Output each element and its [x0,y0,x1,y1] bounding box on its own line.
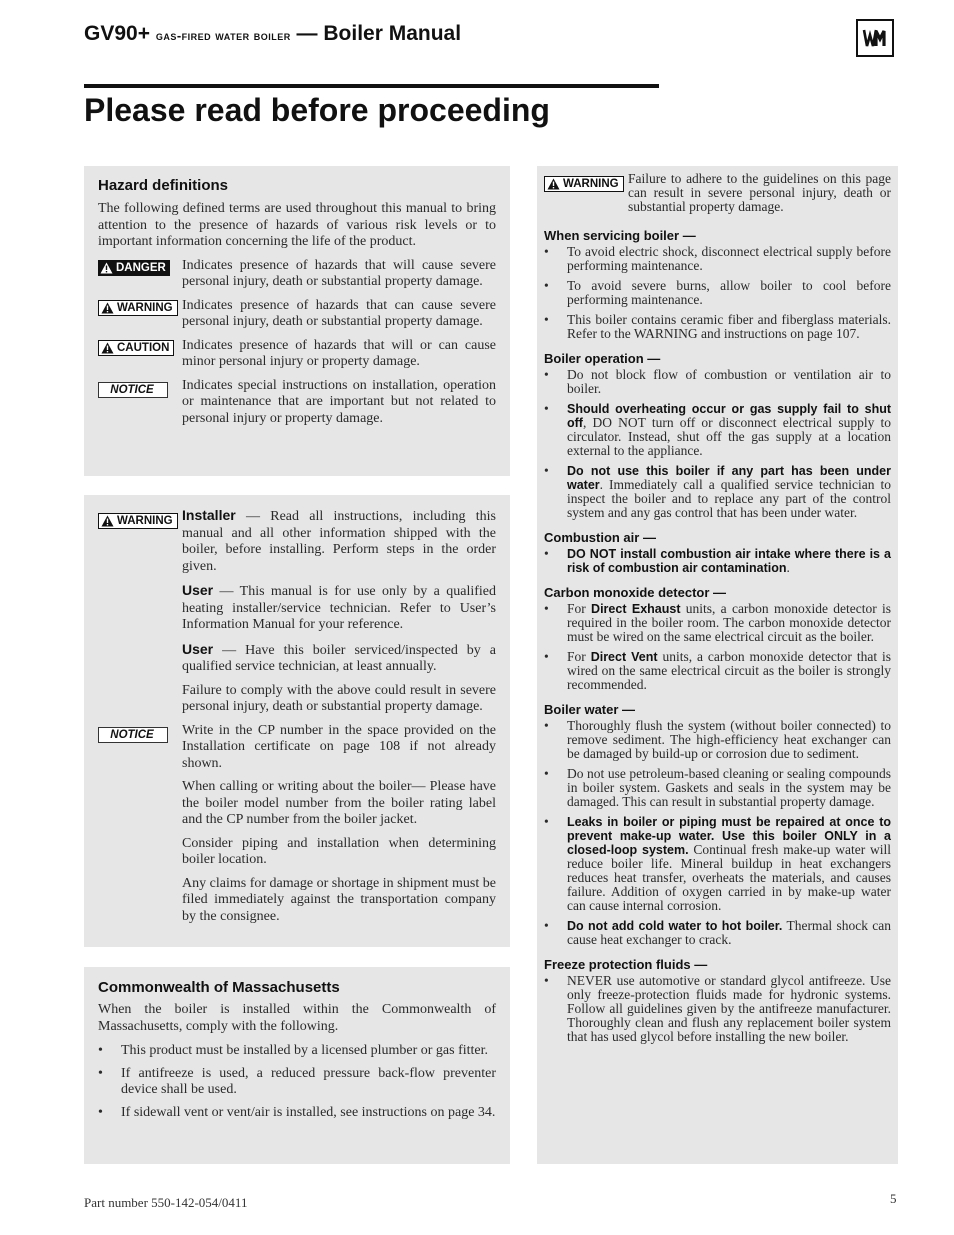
hazard-row-danger [98,258,496,291]
list-item: • Do not use this boiler if any part has been under water. Immediately call a qualified service technician to inspect the boiler and to replace any part of the control system and any gas control that has been under water. [544,464,891,520]
notice-paragraph: Any claims for damage or shortage in shipment must be filed immediately against the transportation company by the consignee. [182,875,496,924]
massachusetts-list [98,1043,496,1121]
warning-badge: WARNING [98,513,178,529]
model-name: GV90+ [84,22,150,45]
list-item: • If sidewall vent or vent/air is installed, see instructions on page 34. [98,1105,496,1122]
list-item: • DO NOT install combustion air intake where there is a risk of combustion air contamination. [544,547,891,575]
installer-panel [84,495,510,947]
failure-paragraph: Failure to comply with the above could result in severe personal injury, death or substantial property damage. [182,682,496,714]
alert-triangle-icon [547,178,560,190]
massachusetts-intro: When the boiler is installed within the Commonwealth of Massachusetts, comply with the following. [98,1002,496,1034]
notice-paragraph: Consider piping and installation when determining boiler location. [182,835,496,867]
warning-badge: WARNING [98,300,178,316]
page-title: Please read before proceeding [84,92,550,128]
part-number: Part number 550-142-054/0411 [84,1195,248,1210]
installer-paragraph: Installer — Read all instructions, including this manual and all other information shipped with the boiler, before installing. Perform steps in the order given. [182,507,496,574]
list-item: • To avoid electric shock, disconnect electrical supply before performing maintenance. [544,245,891,273]
header-rule [84,84,659,88]
list-item: • Do not add cold water to hot boiler. Thermal shock can cause heat exchanger to crack. [544,919,891,947]
combustion-heading: Combustion air — [544,530,656,545]
safety-guidelines-panel [537,166,898,1164]
hazard-text: Indicates presence of hazards that can cause severe personal injury, death or substantial property damage. [182,297,496,329]
list-item: • This product must be installed by a licensed plumber or gas fitter. [98,1043,496,1060]
list-item: • Do not block flow of combustion or ventilation air to boiler. [544,368,891,396]
list-item: • Do not use petroleum-based cleaning or sealing compounds in boiler system. Gaskets and seals in the system may be damaged. This can result in substantial property damage. [544,767,891,809]
operation-heading: Boiler operation — [544,351,661,366]
alert-triangle-icon [101,342,114,354]
list-item: • NEVER use automotive or standard glycol antifreeze. Use only freeze-protection fluids made for hydronic systems. Follow all guidelines given by the antifreeze manufacturer. Thoroughly clean and flush any replacement boiler system that has used glycol before installing the new boiler. [544,974,891,1044]
list-item: • For Direct Exhaust units, a carbon monoxide detector is required in the boiler room. The carbon monoxide detector must be wired on the same electrical circuit as the boiler. [544,602,891,644]
hazard-text: Indicates special instructions on installation, operation or maintenance that are important but not related to personal injury or property damage. [182,377,496,426]
freeze-protection-list [544,974,891,1044]
list-item: • If antifreeze is used, a reduced pressure back-flow preventer device shall be used. [98,1066,496,1099]
boiler-water-heading: Boiler water — [544,702,636,717]
list-item: • This boiler contains ceramic fiber and fiberglass materials. Refer to the WARNING and instructions on page 107. [544,313,891,341]
hazard-row-caution [98,338,496,371]
list-item: • Leaks in boiler or piping must be repaired at once to prevent make-up water. Use this boiler ONLY in a closed-loop system. Continual fresh make-up water will reduce boiler life. Mineral buildup in heat exchangers reduces heat transfer, overheats the materials, and causes failure. Addition of oxygen carried in by make-up water can cause internal corrosion. [544,815,891,913]
hazard-text: Indicates presence of hazards that will or can cause minor personal injury or property damage. [182,337,496,369]
caution-badge: CAUTION [98,340,174,356]
hazard-heading: Hazard definitions [98,177,229,194]
boiler-water-list [544,719,891,947]
notice-paragraph: Write in the CP number in the space provided on the Installation certificate on page 108 if not already shown. [182,722,496,771]
co-detector-heading: Carbon monoxide detector — [544,585,727,600]
massachusetts-heading: Commonwealth of Massachusetts [98,979,340,996]
alert-triangle-icon [100,262,113,274]
hazard-definitions-panel [84,166,510,476]
servicing-list [544,245,891,341]
hazard-text: Indicates presence of hazards that will cause severe personal injury, death or substantial property damage. [182,257,496,289]
freeze-protection-heading: Freeze protection fluids — [544,957,708,972]
notice-badge: NOTICE [98,382,168,398]
warning-text: Failure to adhere to the guidelines on this page can result in severe personal injury, death or substantial property damage. [628,171,891,214]
combustion-list [544,547,891,575]
notice-paragraph: When calling or writing about the boiler— Please have the boiler model number from the boiler rating label and the CP number from the boiler jacket. [182,779,496,827]
warning-badge: WARNING [544,176,624,192]
page-number: 5 [890,1191,897,1206]
danger-badge: DANGER [98,260,170,276]
co-detector-list [544,602,891,692]
header-subtitle: gas-fired water boiler [155,28,291,43]
alert-triangle-icon [101,302,114,314]
list-item: • To avoid severe burns, allow boiler to cool before performing maintenance. [544,279,891,307]
list-item: • For Direct Vent units, a carbon monoxide detector that is wired on the same electrical circuit as the boiler is strongly recommended. [544,650,891,692]
alert-triangle-icon [101,515,114,527]
hazard-intro: The following defined terms are used throughout this manual to bring attention to the presence of hazards of various risk levels or to important information concerning the life of the product. [98,201,496,249]
hazard-row-warning [98,298,496,331]
wm-logo-icon [856,19,894,57]
hazard-row-notice [98,378,496,428]
user-paragraph: User — This manual is for use only by a qualified heating installer/service technician. Refer to User’s Information Manual for your reference. [182,582,497,632]
document-header [84,22,461,46]
notice-badge: NOTICE [98,727,168,743]
user-service-paragraph: User — Have this boiler serviced/inspected by a qualified service technician, at least annually. [182,640,496,674]
list-item: • Thoroughly flush the system (without boiler connected) to remove sediment. The high-efficiency heat exchanger can be damaged by build-up or corrosion due to sediment. [544,719,891,761]
massachusetts-panel [84,967,510,1164]
operation-list [544,368,891,520]
header-manual: — Boiler Manual [296,22,462,45]
list-item: • Should overheating occur or gas supply fail to shut off, DO NOT turn off or disconnect electrical supply to circulator. Instead, shut off the gas supply at a location external to the appliance. [544,402,891,458]
servicing-heading: When servicing boiler — [544,228,696,243]
